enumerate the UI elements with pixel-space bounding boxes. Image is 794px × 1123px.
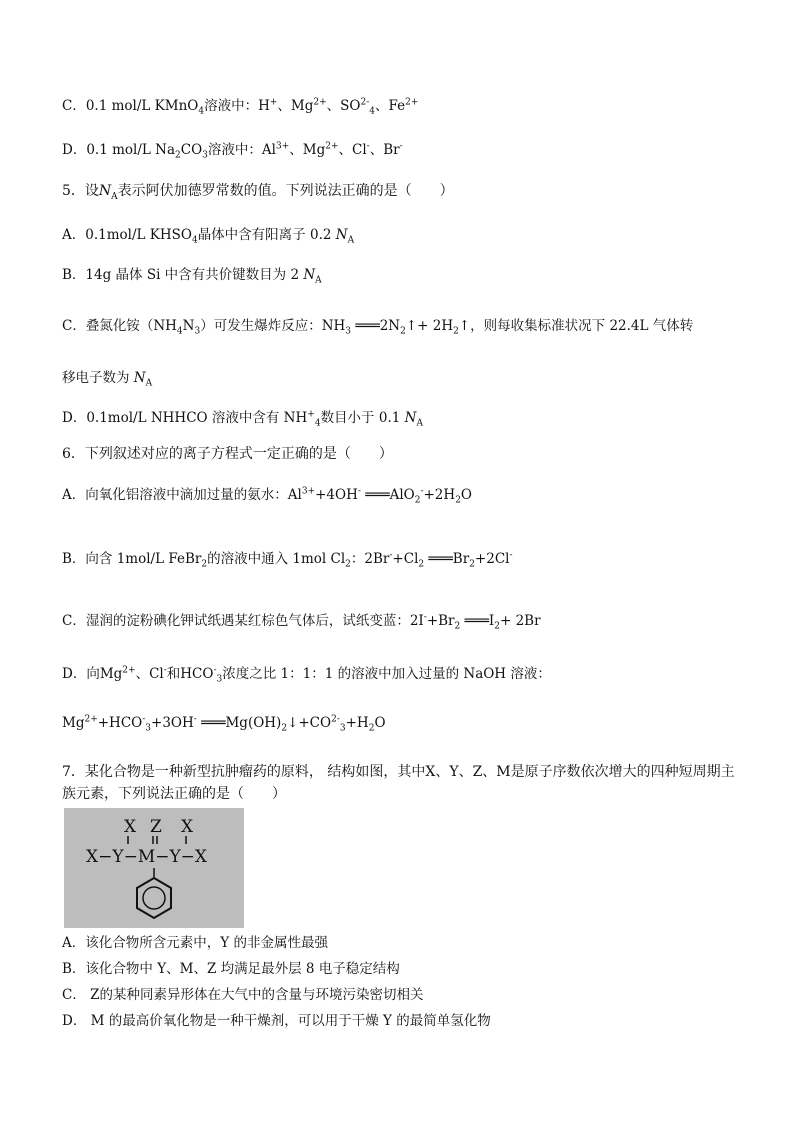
q6-option-d: D．向$Mg^{2+}$、Cl-和$HCO^-_3$浓度之比 1：1：1 的溶液中加入过量的 NaOH 溶液： [62, 665, 551, 685]
structure-diagram [64, 808, 244, 928]
q7-option-d: D． M 的最高价氧化物是一种干燥剂，可以用于干燥 Y 的最简单氢化物 [62, 1013, 491, 1029]
q7-option-b: B．该化合物中 Y、M、Z 均满足最外层 8 电子稳定结构 [62, 961, 400, 977]
q5-option-c: C．叠氮化铵$(NH_4N_3)$可发生爆炸反应：$NH_3$ $═══2N_2↑+$ $2H_2↑$，则每收集标准状况下 22.4L 气体转 [62, 318, 694, 337]
q6-option-d-equation: $Mg^{2+}+HCO^-_3+3OH^-$ $═══Mg(OH)_2↓+CO^{2-}_3+H_2O$ [62, 714, 386, 734]
q7-stem: 7．某化合物是一种新型抗肿瘤药的原料， 结构如图，其中X、Y、Z、M是原子序数依次增大的四种短周期主族元素，下列说法正确的是（ ） [62, 764, 735, 802]
q5-stem: 5．设$N_A$表示阿伏加德罗常数的值。下列说法正确的是（ ） [62, 183, 454, 202]
q6-option-a: A．向氧化铝溶液中滴加过量的氨水：$Al^{3+}+4OH^-$ $═══AlO_2^-+2H_2O$ [62, 486, 472, 506]
q7-option-c: C． Z的某种同素异形体在大气中的含量与环境污染密切相关 [62, 987, 424, 1003]
atom-z-top: Z [150, 817, 162, 837]
structure-figure [64, 808, 244, 928]
q5-option-d: D．0.1mol/L NHHCO 溶液中含有 $NH^+_4$数目小于 0.1 $N_A$ [62, 409, 423, 429]
q6-option-b: B．向含 1mol/L FeBr$_2$的溶液中通入 1mol $Cl_2$：$2Br^-+Cl_2$ $═══Br_2+2Cl^-$ [62, 550, 513, 570]
q6-option-c: C．湿润的淀粉碘化钾试纸遇某红棕色气体后，试纸变蓝：$2I^-+Br_2$ $═══I_2+ 2Br$ [62, 612, 541, 632]
q5-option-a: A．0.1mol/L $KHSO_4$晶体中含有阳离子 0.2 $N_A$ [62, 227, 355, 246]
atom-x-top-right: X [181, 817, 194, 837]
atom-x-top-left: X [124, 817, 137, 837]
q4-option-d: D．0.1 mol/L $Na_2CO_3$溶液中：$Al^{3+}$、$Mg^{2+}$、Cl-、Br- [62, 141, 403, 161]
atom-row: X−Y−M−Y−X [86, 847, 208, 867]
q7-option-a: A．该化合物所含元素中，Y 的非金属性最强 [62, 935, 328, 951]
q5-option-b: B．14g 晶体 Si 中含有共价键数目为 2 $N_A$ [62, 267, 322, 286]
q5-option-c-line2: 移电子数为 $N_A$ [62, 370, 153, 389]
q4-option-c: C．0.1 mol/L KMnO$_4$溶液中：H+、$Mg^{2+}$、$SO^{2-}_4$、$Fe^{2+}$ [62, 97, 419, 117]
q6-stem: 6．下列叙述对应的离子方程式一定正确的是（ ） [62, 446, 393, 462]
